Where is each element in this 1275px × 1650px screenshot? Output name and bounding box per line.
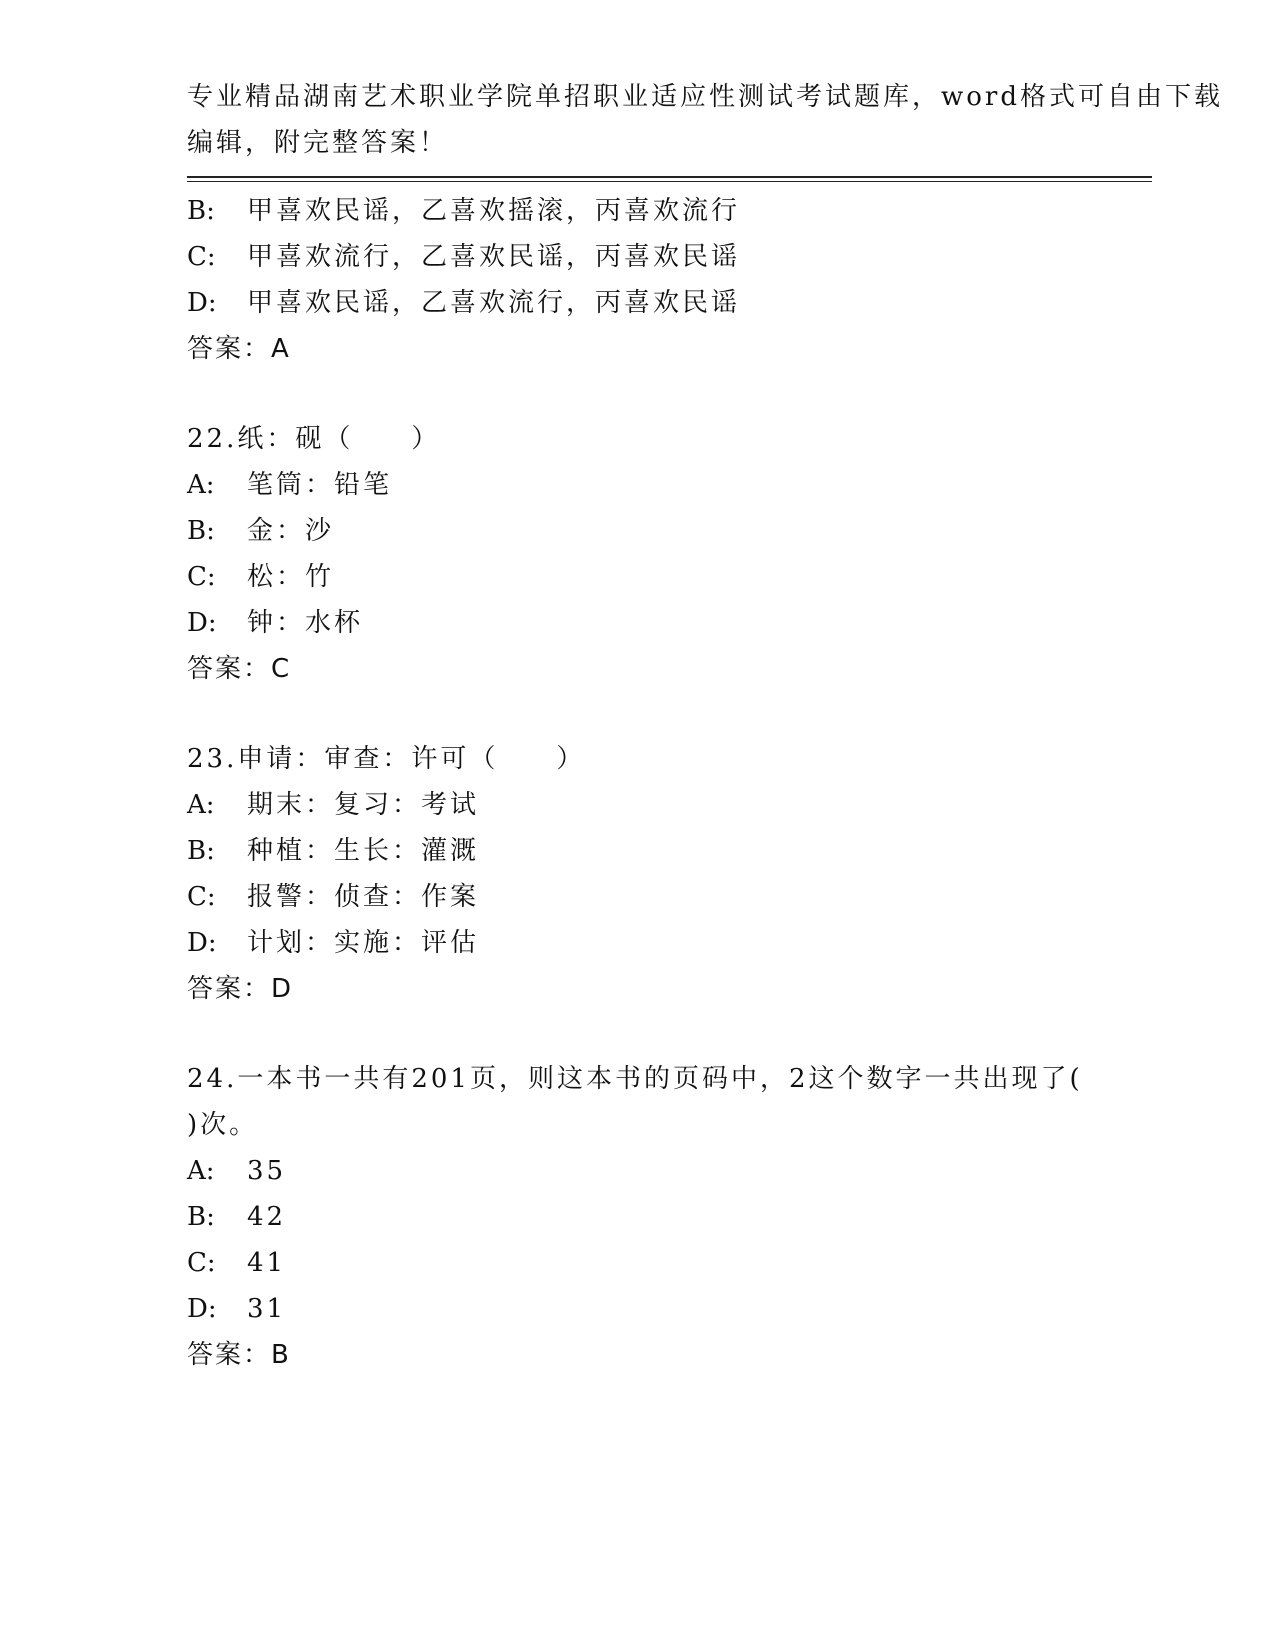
spacer <box>187 692 1147 736</box>
option-letter: C: <box>187 882 216 912</box>
option-b <box>187 508 1147 554</box>
answer-line: 答案：C <box>187 654 292 684</box>
option-letter: B: <box>187 196 215 226</box>
option-letter: D: <box>187 288 217 318</box>
question-stem: 22.纸：砚（ ） <box>187 424 441 454</box>
option-letter: B: <box>187 1202 215 1232</box>
option-text: 金：沙 <box>247 516 335 546</box>
option-text: 种植：生长：灌溉 <box>247 836 480 866</box>
answer-line: 答案：B <box>187 1340 291 1370</box>
question-21-continued <box>187 188 1147 372</box>
option-letter: C: <box>187 562 216 592</box>
option-a <box>187 782 1147 828</box>
option-letter: D: <box>187 608 217 638</box>
question-stem: 24.一本书一共有201页，则这本书的页码中，2这个数字一共出现了( <box>187 1064 1083 1094</box>
option-text: 41 <box>247 1248 287 1278</box>
header-line-1: 专业精品湖南艺术职业学院单招职业适应性测试考试题库，word格式可自由下载 <box>187 82 1223 112</box>
option-a <box>187 462 1147 508</box>
question-stem-continued: )次。 <box>187 1110 259 1140</box>
question-23 <box>187 736 1147 1012</box>
option-b <box>187 828 1147 874</box>
spacer <box>187 1012 1147 1056</box>
option-letter: A: <box>187 790 215 820</box>
option-text: 甲喜欢民谣，乙喜欢流行，丙喜欢民谣 <box>247 288 741 318</box>
document-header <box>187 74 1223 166</box>
option-b <box>187 188 1147 234</box>
header-line-2: 编辑，附完整答案！ <box>187 128 449 158</box>
header-divider-thick <box>187 176 1152 178</box>
option-text: 笔筒：铅笔 <box>247 470 393 500</box>
answer-line: 答案：D <box>187 974 294 1004</box>
option-text: 钟：水杯 <box>247 608 364 638</box>
answer-line: 答案：A <box>187 334 291 364</box>
option-c <box>187 1240 1147 1286</box>
option-text: 松：竹 <box>247 562 335 592</box>
option-b <box>187 1194 1147 1240</box>
header-divider-thin <box>187 181 1152 182</box>
question-24 <box>187 1056 1147 1378</box>
option-d <box>187 1286 1147 1332</box>
option-c <box>187 874 1147 920</box>
question-22 <box>187 416 1147 692</box>
option-text: 42 <box>247 1202 287 1232</box>
spacer <box>187 372 1147 416</box>
option-text: 报警：侦查：作案 <box>247 882 480 912</box>
question-list <box>187 188 1147 1378</box>
option-letter: A: <box>187 470 215 500</box>
option-letter: C: <box>187 242 216 272</box>
option-text: 甲喜欢民谣，乙喜欢摇滚，丙喜欢流行 <box>247 196 741 226</box>
question-stem: 23.申请：审查：许可（ ） <box>187 744 586 774</box>
option-text: 31 <box>247 1294 287 1324</box>
option-d <box>187 600 1147 646</box>
option-letter: B: <box>187 516 215 546</box>
option-letter: D: <box>187 1294 217 1324</box>
option-letter: D: <box>187 928 217 958</box>
option-text: 期末：复习：考试 <box>247 790 480 820</box>
option-d <box>187 920 1147 966</box>
option-a <box>187 1148 1147 1194</box>
option-letter: A: <box>187 1156 215 1186</box>
option-text: 甲喜欢流行，乙喜欢民谣，丙喜欢民谣 <box>247 242 741 272</box>
option-text: 计划：实施：评估 <box>247 928 480 958</box>
option-c <box>187 234 1147 280</box>
option-letter: C: <box>187 1248 216 1278</box>
option-c <box>187 554 1147 600</box>
option-text: 35 <box>247 1156 287 1186</box>
option-d <box>187 280 1147 326</box>
option-letter: B: <box>187 836 215 866</box>
